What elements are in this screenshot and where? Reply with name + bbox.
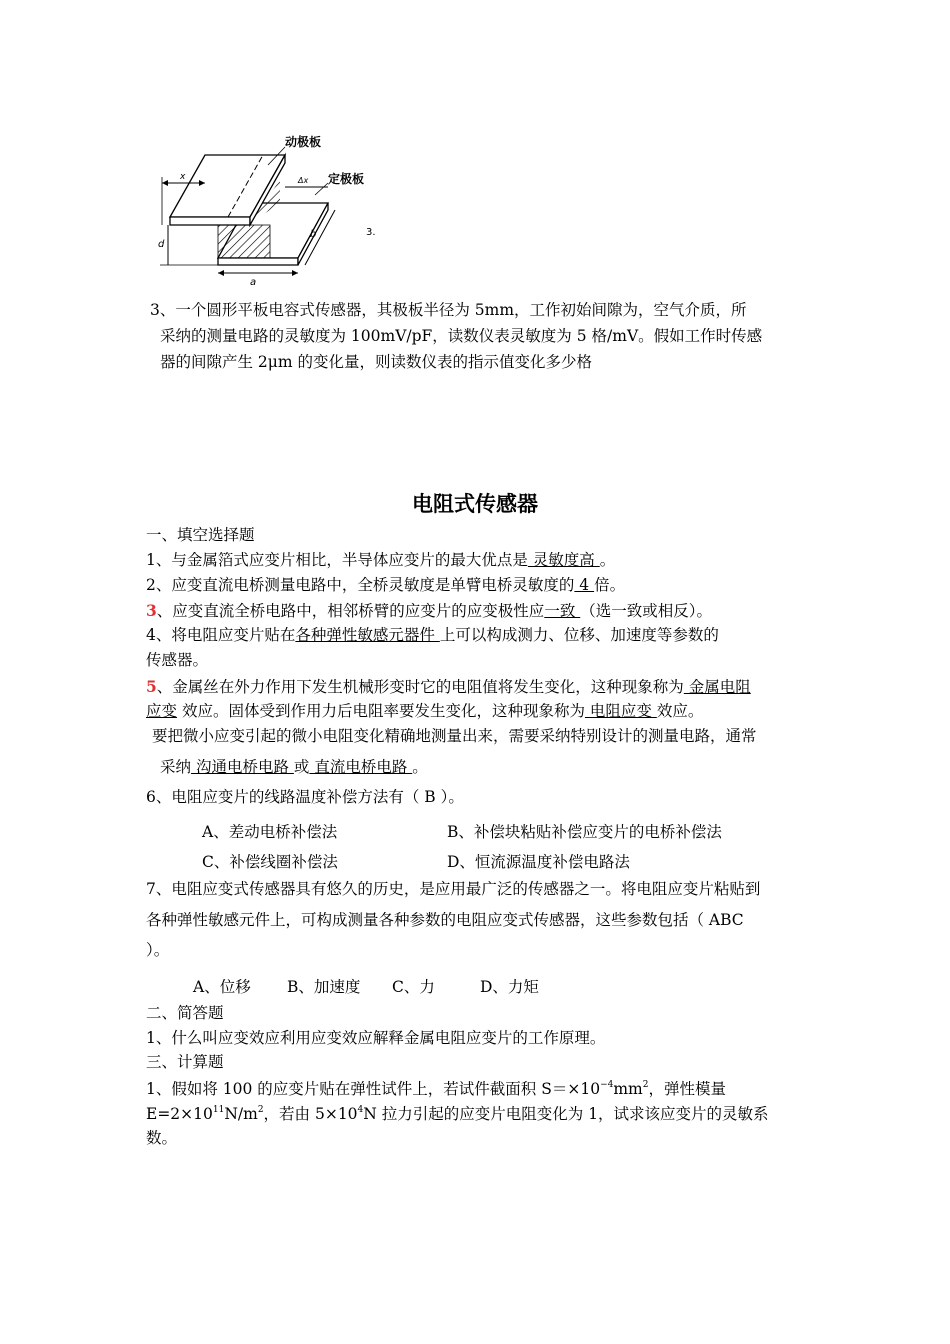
- q5-answer3: 沟通电桥电路: [191, 758, 294, 776]
- q6-option-c: C、补偿线圈补偿法: [202, 853, 338, 871]
- q5-line4: 采纳 沟通电桥电路 或 直流电桥电路 。: [160, 758, 428, 776]
- q6: 6、电阻应变片的线路温度补偿方法有（ B ）。: [146, 788, 464, 806]
- q2-answer: 4: [574, 576, 595, 594]
- q7-option-a: A、位移: [193, 978, 251, 996]
- part3-heading: 三、计算题: [146, 1053, 224, 1071]
- dx-label: Δx: [298, 176, 309, 185]
- capacitor-plate-figure: [150, 125, 390, 285]
- section-title: 电阻式传感器: [412, 492, 538, 516]
- fixed-plate-label: 定极板: [328, 172, 365, 186]
- q2: 2、应变直流电桥测量电路中，全桥灵敏度是单臂电桥灵敏度的 4 倍。: [146, 576, 626, 594]
- problem3-line3: 器的间隙产生 2μm 的变化量，则读数仪表的指示值变化多少格: [160, 353, 592, 371]
- q1-answer: 灵敏度高: [527, 551, 600, 569]
- q7-line1: 7、电阻应变式传感器具有悠久的历史，是应用最广泛的传感器之一。将电阻应变片粘贴到: [146, 880, 761, 898]
- q7-line3: ）。: [146, 941, 170, 959]
- q4-answer: 各种弹性敏感元器件: [295, 626, 440, 644]
- b-label: b: [310, 229, 317, 240]
- x-label: x: [180, 172, 186, 182]
- q7-option-b: B、加速度: [287, 978, 361, 996]
- part1-heading: 一、填空选择题: [146, 526, 255, 544]
- d-label: d: [158, 239, 165, 250]
- part2-heading: 二、简答题: [146, 1004, 224, 1022]
- q3-answer: 一致: [544, 602, 581, 620]
- q5-answer2: 电阻应变: [584, 702, 657, 720]
- q3: 3、应变直流全桥电路中，相邻桥臂的应变片的应变极性应一致 （选一致或相反）。: [146, 601, 713, 620]
- q5-answer1b: 应变: [146, 702, 178, 720]
- figure-number: 3.: [366, 227, 376, 238]
- part3-q1-line2: $E=2\times 10^{11}N/m^2$，若由 $5\times 10^4N$ 拉力引起的应变片电阻变化为 1，试求该应变片的灵敏系: [146, 1105, 769, 1123]
- part2-q1: 1、什么叫应变效应利用应变效应解释金属电阻应变片的工作原理。: [146, 1029, 606, 1047]
- part3-q1-line1: 1、假如将 100 的应变片贴在弹性试件上，若试件截面积 $S=\times 10^{-4}mm^2$，弹性模量: [146, 1080, 726, 1098]
- q5-line2: 应变 效应。固体受到作用力后电阻率要发生变化，这种现象称为 电阻应变 效应。: [146, 702, 704, 720]
- moving-plate-label: 动极板: [285, 135, 322, 149]
- q5-line1: 5、金属丝在外力作用下发生机械形变时它的电阻值将发生变化，这种现象称为 金属电阻: [146, 677, 751, 696]
- problem3-line1: 3、一个圆形平板电容式传感器，其极板半径为 5mm，工作初始间隙为，空气介质，所: [150, 301, 747, 319]
- part3-q1-line3: 数。: [146, 1129, 178, 1147]
- a-label: a: [250, 277, 257, 285]
- q7-line2: 各种弹性敏感元件上，可构成测量各种参数的电阻应变式传感器，这些参数包括（ ABC: [146, 911, 744, 929]
- q5-answer4: 直流电桥电路: [309, 758, 413, 776]
- q5-line3: 要把微小应变引起的微小电阻变化精确地测量出来，需要采纳特别设计的测量电路，通常: [152, 727, 757, 745]
- q6-option-a: A、差动电桥补偿法: [202, 823, 338, 841]
- q1: 1、与金属箔式应变片相比，半导体应变片的最大优点是 灵敏度高 。: [146, 551, 616, 569]
- q7-option-d: D、力矩: [480, 978, 539, 996]
- q5-answer1a: 金属电阻: [683, 678, 751, 696]
- q6-option-b: B、补偿块粘贴补偿应变片的电桥补偿法: [447, 823, 722, 841]
- q7-option-c: C、力: [392, 978, 435, 996]
- q6-option-d: D、恒流源温度补偿电路法: [447, 853, 630, 871]
- q4-line2: 传感器。: [146, 651, 209, 669]
- problem3-line2: 采纳的测量电路的灵敏度为 100mV/pF，读数仪表灵敏度为 5 格/mV。假如工作时传感: [160, 327, 763, 345]
- q4-line1: 4、将电阻应变片贴在各种弹性敏感元器件 上可以构成测力、位移、加速度等参数的: [146, 626, 719, 644]
